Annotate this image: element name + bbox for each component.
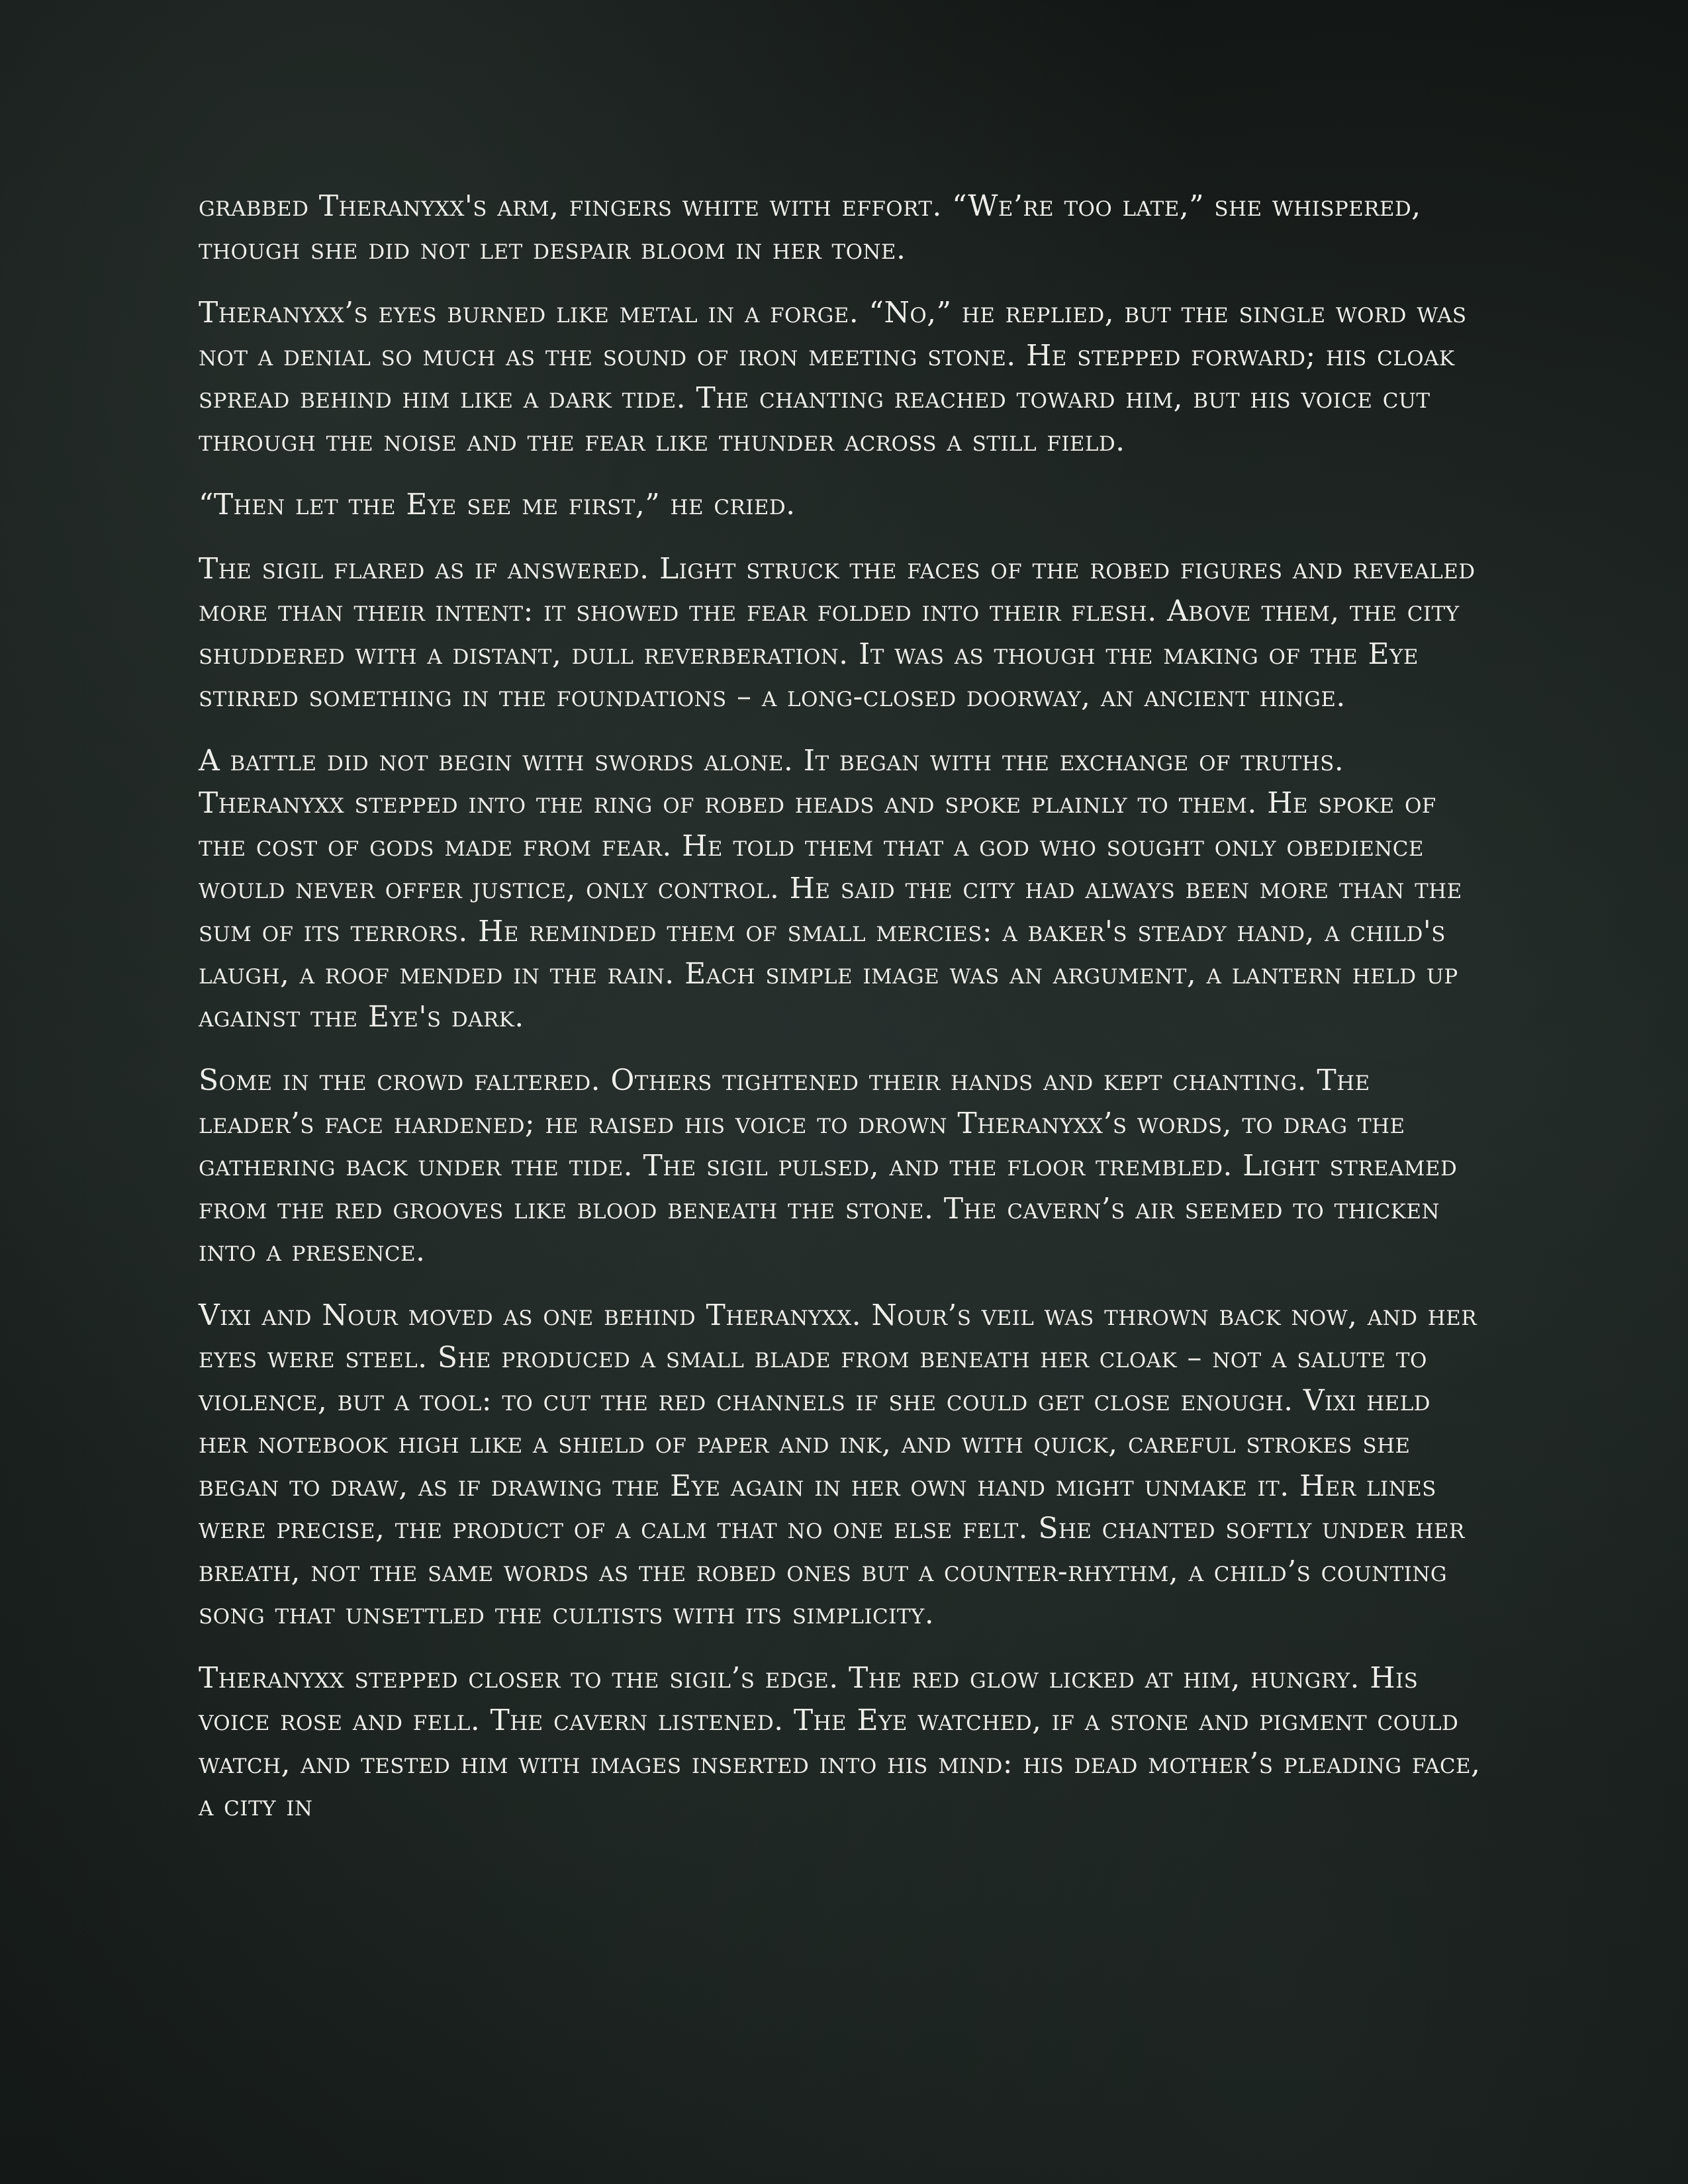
paragraph: grabbed Theranyxx's arm, fingers white with effort. “We’re too late,” she whispered, though she did not let despair bloom in her tone. <box>199 189 1421 266</box>
paragraph: Theranyxx stepped closer to the sigil’s edge. The red glow licked at him, hungry. His voice rose and fell. The cavern listened. The Eye watched, if a stone and pigment could watch, and tested him with images inserted into his mind: his dead mother’s pleading face, a city in <box>199 1661 1481 1823</box>
page-text-block <box>199 185 1489 1849</box>
paragraph: A battle did not begin with swords alone. It began with the exchange of truths. Theranyxx stepped into the ring of robed heads and spoke plainly to them. He spoke of the cost of gods made from fear. He told them that a god who sought only obedience would never offer justice, only control. He said the city had always been more than the sum of its terrors. He reminded them of small mercies: a baker's steady hand, a child's laugh, a roof mended in the rain. Each simple image was an argument, a lantern held up against the Eye's dark. <box>199 743 1462 1034</box>
paragraph: Some in the crowd faltered. Others tightened their hands and kept chanting. The leader’s face hardened; he raised his voice to drown Theranyxx’s words, to drag the gathering back under the tide. The sigil pulsed, and the floor trembled. Light streamed from the red grooves like blood beneath the stone. The cavern’s air seemed to thicken into a presence. <box>199 1064 1458 1268</box>
paragraph: “Then let the Eye see me first,” he cried. <box>199 488 796 522</box>
paragraph: Vixi and Nour moved as one behind Theranyxx. Nour’s veil was thrown back now, and her eyes were steel. She produced a small blade from beneath her cloak – not a salute to violence, but a tool: to cut the red channels if she could get close enough. Vixi held her notebook high like a shield of paper and ink, and with quick, careful strokes she began to draw, as if drawing the Eye again in her own hand might unmake it. Her lines were precise, the product of a calm that no one else felt. She chanted softly under her breath, not the same words as the robed ones but a counter-rhythm, a child’s counting song that unsettled the cultists with its simplicity. <box>199 1298 1477 1631</box>
paragraph: Theranyxx’s eyes burned like metal in a forge. “No,” he replied, but the single word was not a denial so much as the sound of iron meeting stone. He stepped forward; his cloak spread behind him like a dark tide. The chanting reached toward him, but his voice cut through the noise and the fear like thunder across a still field. <box>199 296 1467 458</box>
paragraph: The sigil flared as if answered. Light struck the faces of the robed figures and revealed more than their intent: it showed the fear folded into their flesh. Above them, the city shuddered with a distant, dull reverberation. It was as though the making of the Eye stirred something in the foundations – a long-closed doorway, an ancient hinge. <box>199 551 1476 713</box>
